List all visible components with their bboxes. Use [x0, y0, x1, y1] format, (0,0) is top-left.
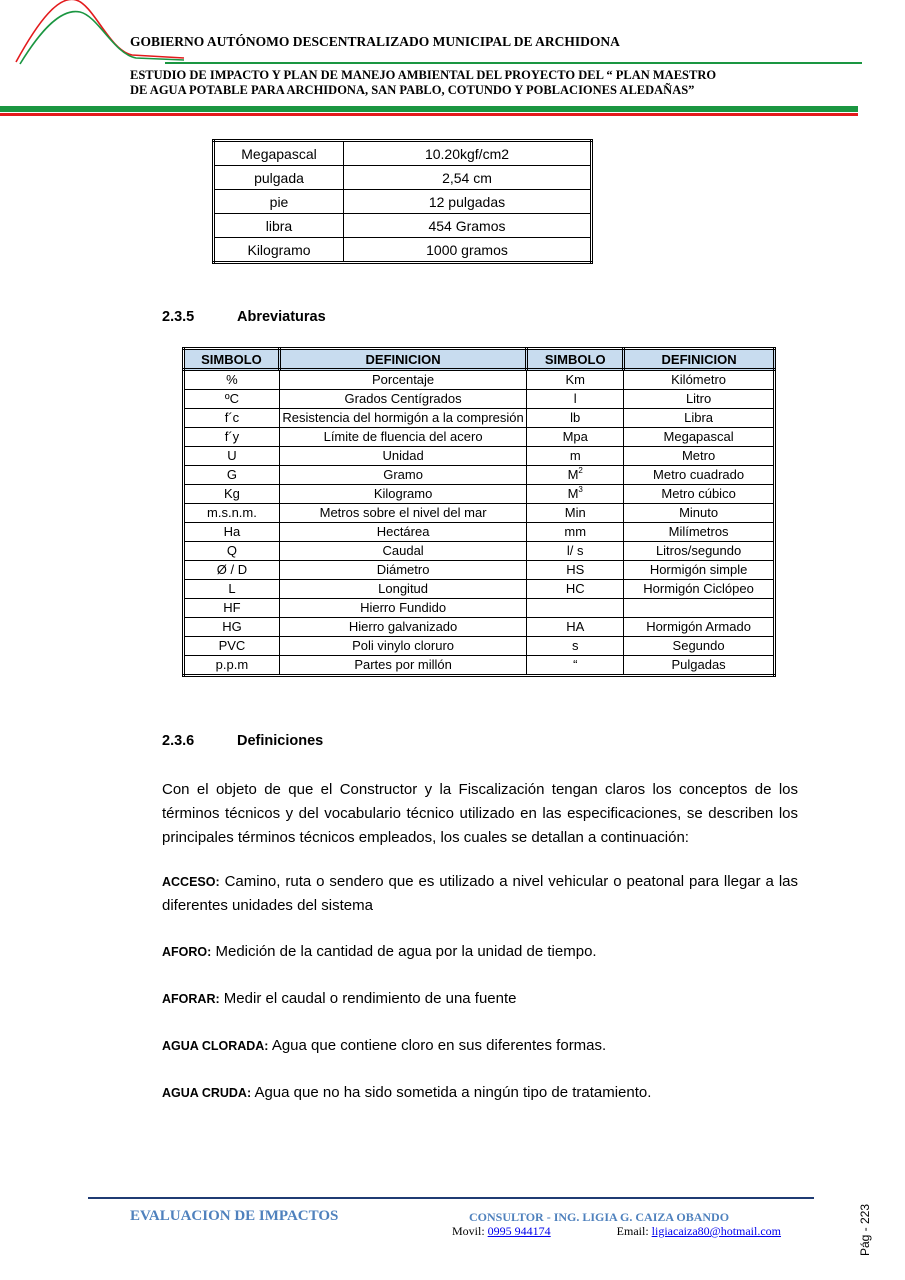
cell-text: Hormigón Armado — [646, 619, 751, 634]
symbol-cell — [527, 370, 624, 390]
header-definicion-1: DEFINICION — [279, 349, 526, 370]
definition-cell — [279, 580, 526, 599]
cell-text: s — [571, 638, 579, 653]
definition-term: ACCESO: — [162, 875, 220, 889]
cell-text: mm — [564, 524, 587, 539]
definition-aforo — [162, 940, 798, 964]
cell-text: HA — [566, 619, 585, 634]
abbreviations-table — [182, 347, 776, 677]
cell-text: Ha — [223, 524, 241, 539]
exponent-superscript: 2 — [578, 466, 583, 475]
cell-text: % — [226, 372, 238, 387]
definition-cell — [279, 504, 526, 523]
definition-term: AGUA CRUDA: — [162, 1086, 252, 1100]
abbreviation-row — [184, 656, 775, 676]
unit-value-cell: 2,54 cm — [344, 166, 592, 190]
cell-text: Milímetros — [668, 524, 729, 539]
definition-text: Medir el caudal o rendimiento de una fuente — [219, 990, 517, 1007]
abbreviation-row — [184, 523, 775, 542]
definition-cell — [279, 561, 526, 580]
cell-text: Poli vinylo cloruro — [352, 638, 455, 653]
symbol-cell — [184, 370, 280, 390]
cell-text: PVC — [218, 638, 246, 653]
section-heading-definitions — [162, 733, 323, 749]
symbol-cell — [184, 447, 280, 466]
abbreviation-row — [184, 485, 775, 504]
definition-cell — [624, 504, 775, 523]
symbol-cell — [527, 656, 624, 676]
cell-text: Minuto — [679, 505, 719, 520]
cell-text: Metros sobre el nivel del mar — [319, 505, 487, 520]
exponent-superscript: 3 — [578, 485, 583, 494]
cell-text: Segundo — [672, 638, 725, 653]
units-row — [214, 166, 592, 190]
definition-text: Medición de la cantidad de agua por la unidad de tiempo. — [211, 943, 597, 960]
unit-name-cell: pulgada — [214, 166, 344, 190]
cell-text: Hierro galvanizado — [348, 619, 458, 634]
definition-cell — [624, 370, 775, 390]
cell-text: Km — [565, 372, 585, 387]
cell-text: Q — [226, 543, 237, 558]
abbreviation-row — [184, 428, 775, 447]
symbol-cell — [184, 523, 280, 542]
definition-term: AFORAR: — [162, 992, 220, 1006]
definition-cell — [624, 580, 775, 599]
header-simbolo-1: SIMBOLO — [184, 349, 280, 370]
unit-name-cell: pie — [214, 190, 344, 214]
definition-cell — [279, 447, 526, 466]
cell-text: Libra — [684, 410, 714, 425]
abbreviations-header-row — [184, 349, 775, 370]
abbreviations-table-body — [184, 370, 775, 676]
definition-cell — [279, 409, 526, 428]
definition-term: AGUA CLORADA: — [162, 1039, 269, 1053]
cell-text: l/ s — [566, 543, 584, 558]
header-bar-red — [0, 113, 858, 116]
units-table-body — [214, 141, 592, 263]
units-row — [214, 214, 592, 238]
cell-text: Pulgadas — [671, 657, 726, 672]
definition-cell — [279, 599, 526, 618]
page-number-text: Pág - 223 — [858, 1203, 872, 1257]
definition-cell — [624, 523, 775, 542]
footer-rule — [88, 1197, 814, 1199]
section-heading-abbreviations — [162, 309, 326, 325]
definition-cell — [279, 637, 526, 656]
cell-text: m — [569, 448, 581, 463]
cell-text: Metro — [681, 448, 716, 463]
definition-text: Agua que contiene cloro en sus diferentes formas. — [268, 1037, 607, 1054]
definition-cell — [624, 542, 775, 561]
header-organization: GOBIERNO AUTÓNOMO DESCENTRALIZADO MUNICIPAL DE ARCHIDONA — [130, 34, 620, 49]
definition-term: AFORO: — [162, 945, 212, 959]
abbreviation-row — [184, 504, 775, 523]
page-number — [852, 1200, 878, 1260]
definition-cell — [624, 485, 775, 504]
cell-text: Kg — [223, 486, 240, 501]
symbol-cell — [184, 542, 280, 561]
definition-cell — [279, 523, 526, 542]
definition-cell — [624, 599, 775, 618]
symbol-cell — [527, 466, 624, 485]
abbreviation-row — [184, 390, 775, 409]
symbol-cell — [184, 618, 280, 637]
header-rule — [165, 62, 862, 64]
abbreviation-row — [184, 618, 775, 637]
symbol-cell — [527, 618, 624, 637]
cell-text: f´c — [224, 410, 240, 425]
cell-text: Partes por millón — [354, 657, 452, 672]
cell-text: M — [567, 467, 579, 482]
cell-text: Caudal — [382, 543, 424, 558]
definition-cell — [279, 466, 526, 485]
cell-text: f´y — [224, 429, 240, 444]
definition-text: Camino, ruta o sendero que es utilizado a nivel vehicular o peatonal para llegar a las diferentes unidades del sistema — [162, 873, 798, 914]
definition-cell — [624, 447, 775, 466]
cell-text: Hormigón Ciclópeo — [643, 581, 754, 596]
symbol-cell — [184, 599, 280, 618]
symbol-cell — [527, 561, 624, 580]
cell-text: Mpa — [562, 429, 588, 444]
cell-text: Hierro Fundido — [360, 600, 447, 615]
cell-text: G — [226, 467, 237, 482]
footer-movil-label: Movil: — [452, 1224, 485, 1238]
cell-text: Metro cuadrado — [653, 467, 745, 482]
definition-cell — [624, 409, 775, 428]
abbreviation-row — [184, 370, 775, 390]
symbol-cell — [184, 409, 280, 428]
abbreviation-row — [184, 599, 775, 618]
definition-cell — [624, 561, 775, 580]
symbol-cell — [527, 504, 624, 523]
units-table — [212, 139, 593, 264]
unit-value-cell: 454 Gramos — [344, 214, 592, 238]
definition-text: Agua que no ha sido sometida a ningún tipo de tratamiento. — [251, 1084, 652, 1101]
definition-cell — [624, 656, 775, 676]
cell-text: Megapascal — [663, 429, 734, 444]
cell-text: lb — [570, 410, 581, 425]
cell-text: HS — [566, 562, 585, 577]
symbol-cell — [527, 580, 624, 599]
definition-cell — [624, 618, 775, 637]
symbol-cell — [527, 523, 624, 542]
footer-email-label: Email: — [616, 1224, 649, 1238]
symbol-cell — [527, 599, 624, 618]
abbreviation-row — [184, 542, 775, 561]
definition-cell — [279, 390, 526, 409]
cell-text: Kilogramo — [373, 486, 433, 501]
cell-text: U — [227, 448, 237, 463]
cell-text: Metro cúbico — [661, 486, 736, 501]
cell-text: “ — [573, 657, 578, 672]
section-title: Abreviaturas — [237, 309, 326, 325]
definition-cell — [279, 485, 526, 504]
symbol-cell — [184, 561, 280, 580]
abbreviation-row — [184, 561, 775, 580]
symbol-cell — [527, 485, 624, 504]
cell-text: Grados Centígrados — [344, 391, 462, 406]
footer-movil-link[interactable]: 0995 944174 — [487, 1224, 551, 1238]
cell-text: Longitud — [378, 581, 429, 596]
definitions-intro-paragraph: Con el objeto de que el Constructor y la Fiscalización tengan claros los conceptos de los términos técnicos y del vocabulario técnico utilizado en las especificaciones, se describen los principales términos técnicos empleados, los cuales se detallan a continuación: — [162, 781, 798, 846]
symbol-cell — [184, 485, 280, 504]
section-number: 2.3.5 — [162, 309, 195, 325]
symbol-cell — [527, 390, 624, 409]
definition-cell — [624, 466, 775, 485]
cell-text: Min — [564, 505, 586, 520]
definition-cell — [624, 637, 775, 656]
abbreviation-row — [184, 409, 775, 428]
cell-text: Diámetro — [376, 562, 430, 577]
cell-text: HG — [222, 619, 242, 634]
cell-text: Litro — [685, 391, 712, 406]
cell-text: m.s.n.m. — [207, 505, 257, 520]
header-study-line2: DE AGUA POTABLE PARA ARCHIDONA, SAN PABLO, COTUNDO Y POBLACIONES ALEDAÑAS” — [130, 83, 695, 97]
symbol-cell — [527, 447, 624, 466]
symbol-cell — [184, 504, 280, 523]
section-title: Definiciones — [237, 733, 324, 749]
cell-text: p.p.m — [215, 657, 249, 672]
header-bar-green — [0, 106, 858, 112]
cell-text: Hormigón simple — [649, 562, 748, 577]
cell-text: HF — [223, 600, 241, 615]
unit-value-cell: 10.20kgf/cm2 — [344, 141, 592, 166]
symbol-cell — [184, 390, 280, 409]
definition-agua-clorada — [162, 1034, 798, 1058]
header-definicion-2: DEFINICION — [624, 349, 775, 370]
cell-text: Límite de fluencia del acero — [323, 429, 483, 444]
definition-cell — [279, 542, 526, 561]
cell-text: HC — [565, 581, 585, 596]
footer-email-link[interactable]: ligiacaiza80@hotmail.com — [651, 1224, 782, 1238]
unit-value-cell: 12 pulgadas — [344, 190, 592, 214]
units-row — [214, 141, 592, 166]
cell-text: Unidad — [382, 448, 424, 463]
cell-text: Hectárea — [376, 524, 430, 539]
definition-agua-cruda — [162, 1081, 798, 1105]
symbol-cell — [527, 409, 624, 428]
definition-cell — [279, 618, 526, 637]
footer-section-title: EVALUACION DE IMPACTOS — [130, 1208, 339, 1224]
symbol-cell — [184, 637, 280, 656]
footer-consultor: CONSULTOR - ING. LIGIA G. CAIZA OBANDO — [469, 1210, 730, 1224]
unit-name-cell: Kilogramo — [214, 238, 344, 263]
symbol-cell — [184, 466, 280, 485]
cell-text: Ø / D — [216, 562, 248, 577]
header-study-title — [130, 68, 830, 98]
definition-cell — [624, 428, 775, 447]
cell-text: Gramo — [383, 467, 423, 482]
definition-cell — [279, 428, 526, 447]
cell-text: L — [228, 581, 236, 596]
symbol-cell — [184, 656, 280, 676]
unit-value-cell: 1000 gramos — [344, 238, 592, 263]
cell-text: Kilómetro — [671, 372, 727, 387]
definition-acceso — [162, 870, 798, 918]
definition-cell — [279, 656, 526, 676]
definition-cell — [624, 390, 775, 409]
cell-text: ºC — [224, 391, 239, 406]
unit-name-cell: Megapascal — [214, 141, 344, 166]
footer-contact — [452, 1224, 781, 1239]
units-row — [214, 238, 592, 263]
cell-text: Litros/segundo — [655, 543, 742, 558]
abbreviation-row — [184, 580, 775, 599]
cell-text: Resistencia del hormigón a la compresión — [282, 410, 524, 425]
cell-text: l — [573, 391, 577, 406]
abbreviation-row — [184, 447, 775, 466]
definition-aforar — [162, 987, 798, 1011]
symbol-cell — [184, 428, 280, 447]
cell-text: Porcentaje — [372, 372, 435, 387]
cell-text: M — [567, 486, 579, 501]
section-number: 2.3.6 — [162, 733, 195, 749]
units-row — [214, 190, 592, 214]
header-simbolo-2: SIMBOLO — [527, 349, 624, 370]
header-study-line1: ESTUDIO DE IMPACTO Y PLAN DE MANEJO AMBIENTAL DEL PROYECTO DEL “ PLAN MAESTRO — [130, 68, 717, 82]
abbreviation-row — [184, 466, 775, 485]
symbol-cell — [527, 428, 624, 447]
definition-cell — [279, 370, 526, 390]
symbol-cell — [527, 542, 624, 561]
abbreviation-row — [184, 637, 775, 656]
symbol-cell — [527, 637, 624, 656]
symbol-cell — [184, 580, 280, 599]
unit-name-cell: libra — [214, 214, 344, 238]
